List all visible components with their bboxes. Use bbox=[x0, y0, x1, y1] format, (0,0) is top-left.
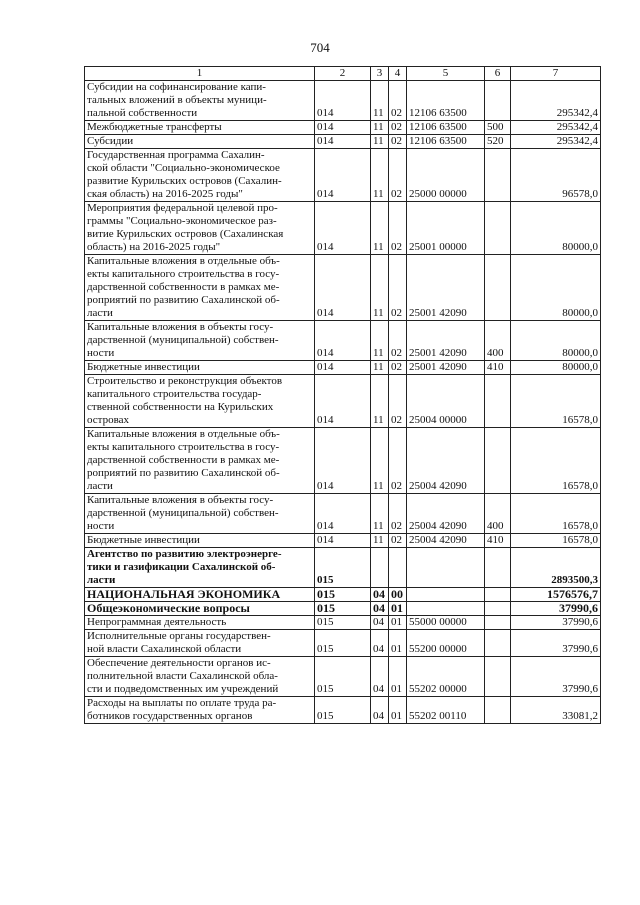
section-code-cell: 11 bbox=[371, 375, 389, 428]
department-code-cell: 014 bbox=[315, 202, 371, 255]
row-name-line: дарственной (муниципальной) собствен- bbox=[87, 507, 279, 519]
expense-type-cell bbox=[485, 375, 511, 428]
row-name-line: ской области "Социально-экономическое bbox=[87, 162, 280, 174]
expense-type-cell bbox=[485, 202, 511, 255]
expense-type-cell bbox=[485, 616, 511, 630]
row-name-line: Общеэкономические вопросы bbox=[87, 601, 250, 615]
row-name-line: Субсидии на софинансирование капи- bbox=[87, 81, 266, 93]
amount-cell: 16578,0 bbox=[511, 375, 601, 428]
row-name-line: Непрограммная деятельность bbox=[87, 616, 227, 628]
section-code-cell: 11 bbox=[371, 149, 389, 202]
row-name-line: тики и газификации Сахалинской об- bbox=[87, 561, 276, 573]
table-row bbox=[85, 135, 601, 149]
row-name-line: ности bbox=[87, 347, 115, 359]
subsection-code-cell: 02 bbox=[389, 255, 407, 321]
target-article-cell bbox=[407, 548, 485, 588]
row-name-cell bbox=[85, 657, 315, 697]
row-name-line: Государственная программа Сахалин- bbox=[87, 149, 265, 161]
department-code-cell: 015 bbox=[315, 616, 371, 630]
row-name-line: Расходы на выплаты по оплате труда ра- bbox=[87, 697, 277, 709]
row-name-cell bbox=[85, 697, 315, 724]
subsection-code-cell: 02 bbox=[389, 121, 407, 135]
department-code-cell: 014 bbox=[315, 121, 371, 135]
subsection-code-cell: 01 bbox=[389, 697, 407, 724]
row-name-line: ной власти Сахалинской области bbox=[87, 643, 242, 655]
row-name-cell bbox=[85, 428, 315, 494]
subsection-code-cell: 02 bbox=[389, 81, 407, 121]
header-cell: 7 bbox=[511, 67, 601, 81]
department-code-cell: 015 bbox=[315, 657, 371, 697]
row-name-cell bbox=[85, 602, 315, 616]
row-name-line: пальной собственности bbox=[87, 107, 198, 119]
row-name-line: ности bbox=[87, 520, 115, 532]
row-name-line: ласти bbox=[87, 480, 113, 492]
expense-type-cell bbox=[485, 81, 511, 121]
target-article-cell: 25001 00000 bbox=[407, 202, 485, 255]
target-article-cell: 55202 00000 bbox=[407, 657, 485, 697]
row-name-cell bbox=[85, 321, 315, 361]
row-name-cell bbox=[85, 149, 315, 202]
section-code-cell: 11 bbox=[371, 321, 389, 361]
department-code-cell: 014 bbox=[315, 135, 371, 149]
row-name-line: екты капитального строительства в госу- bbox=[87, 441, 280, 453]
amount-cell: 295342,4 bbox=[511, 121, 601, 135]
expense-type-cell: 410 bbox=[485, 534, 511, 548]
section-code-cell: 11 bbox=[371, 81, 389, 121]
subsection-code-cell: 02 bbox=[389, 321, 407, 361]
subsection-code-cell bbox=[389, 548, 407, 588]
row-name-line: ская область) на 2016-2025 годы" bbox=[87, 188, 243, 200]
target-article-cell: 25001 42090 bbox=[407, 361, 485, 375]
header-cell: 2 bbox=[315, 67, 371, 81]
row-name-line: дарственной собственности в рамках ме- bbox=[87, 281, 280, 293]
target-article-cell: 55200 00000 bbox=[407, 630, 485, 657]
expense-type-cell bbox=[485, 630, 511, 657]
row-name-line: роприятий по развитию Сахалинской об- bbox=[87, 294, 280, 306]
table-row bbox=[85, 361, 601, 375]
row-name-cell bbox=[85, 630, 315, 657]
section-code-cell: 04 bbox=[371, 697, 389, 724]
target-article-cell bbox=[407, 588, 485, 602]
row-name-line: Капитальные вложения в отдельные объ- bbox=[87, 255, 280, 267]
section-code-cell: 11 bbox=[371, 121, 389, 135]
row-name-line: дарственной (муниципальной) собствен- bbox=[87, 334, 279, 346]
subsection-code-cell: 01 bbox=[389, 602, 407, 616]
amount-cell: 37990,6 bbox=[511, 657, 601, 697]
expense-type-cell bbox=[485, 657, 511, 697]
table-row bbox=[85, 202, 601, 255]
row-name-line: Капитальные вложения в отдельные объ- bbox=[87, 428, 280, 440]
expense-type-cell: 500 bbox=[485, 121, 511, 135]
department-code-cell: 014 bbox=[315, 149, 371, 202]
page-number: 704 bbox=[310, 40, 330, 55]
row-name-cell bbox=[85, 361, 315, 375]
department-code-cell: 014 bbox=[315, 534, 371, 548]
row-name-cell bbox=[85, 121, 315, 135]
department-code-cell: 015 bbox=[315, 630, 371, 657]
row-name-line: капитального строительства государ- bbox=[87, 388, 262, 400]
row-name-line: екты капитального строительства в госу- bbox=[87, 268, 280, 280]
table-row bbox=[85, 697, 601, 724]
row-name-line: ственной собственности на Курильских bbox=[87, 401, 274, 413]
row-name-line: ласти bbox=[87, 307, 113, 319]
section-code-cell bbox=[371, 548, 389, 588]
row-name-cell bbox=[85, 81, 315, 121]
amount-cell: 1576576,7 bbox=[511, 588, 601, 602]
expense-type-cell bbox=[485, 602, 511, 616]
amount-cell: 80000,0 bbox=[511, 255, 601, 321]
department-code-cell: 015 bbox=[315, 697, 371, 724]
table-row bbox=[85, 375, 601, 428]
row-name-line: Обеспечение деятельности органов ис- bbox=[87, 657, 271, 669]
table-row bbox=[85, 428, 601, 494]
department-code-cell: 015 bbox=[315, 588, 371, 602]
table-row bbox=[85, 534, 601, 548]
subsection-code-cell: 02 bbox=[389, 428, 407, 494]
section-code-cell: 11 bbox=[371, 428, 389, 494]
subsection-code-cell: 02 bbox=[389, 534, 407, 548]
subsection-code-cell: 02 bbox=[389, 494, 407, 534]
table-row bbox=[85, 81, 601, 121]
expense-type-cell bbox=[485, 588, 511, 602]
amount-cell: 37990,6 bbox=[511, 630, 601, 657]
subsection-code-cell: 01 bbox=[389, 657, 407, 697]
row-name-line: ласти bbox=[87, 574, 116, 586]
section-code-cell: 04 bbox=[371, 630, 389, 657]
section-code-cell: 11 bbox=[371, 255, 389, 321]
row-name-line: сти и подведомственных им учреждений bbox=[87, 683, 279, 695]
target-article-cell: 55202 00110 bbox=[407, 697, 485, 724]
department-code-cell: 014 bbox=[315, 375, 371, 428]
department-code-cell: 015 bbox=[315, 548, 371, 588]
expense-type-cell bbox=[485, 548, 511, 588]
table-header-row bbox=[85, 67, 601, 81]
department-code-cell: 014 bbox=[315, 321, 371, 361]
amount-cell: 80000,0 bbox=[511, 361, 601, 375]
table-row bbox=[85, 149, 601, 202]
table-row bbox=[85, 121, 601, 135]
table-row bbox=[85, 602, 601, 616]
target-article-cell: 25004 42090 bbox=[407, 534, 485, 548]
row-name-line: тальных вложений в объекты муници- bbox=[87, 94, 267, 106]
row-name-line: Агентство по развитию электроэнерге- bbox=[87, 548, 282, 560]
table-row bbox=[85, 588, 601, 602]
row-name-line: витие Курильских островов (Сахалинская bbox=[87, 228, 284, 240]
department-code-cell: 015 bbox=[315, 602, 371, 616]
row-name-line: Мероприятия федеральной целевой про- bbox=[87, 202, 278, 214]
amount-cell: 2893500,3 bbox=[511, 548, 601, 588]
expense-type-cell: 520 bbox=[485, 135, 511, 149]
section-code-cell: 11 bbox=[371, 534, 389, 548]
section-code-cell: 11 bbox=[371, 494, 389, 534]
table-row bbox=[85, 494, 601, 534]
row-name-cell bbox=[85, 616, 315, 630]
target-article-cell: 25001 42090 bbox=[407, 255, 485, 321]
amount-cell: 80000,0 bbox=[511, 321, 601, 361]
target-article-cell: 25004 42090 bbox=[407, 428, 485, 494]
target-article-cell: 25000 00000 bbox=[407, 149, 485, 202]
row-name-line: граммы "Социально-экономическое раз- bbox=[87, 215, 277, 227]
row-name-line: Исполнительные органы государствен- bbox=[87, 630, 271, 642]
row-name-cell bbox=[85, 588, 315, 602]
expense-type-cell bbox=[485, 428, 511, 494]
amount-cell: 37990,6 bbox=[511, 602, 601, 616]
header-cell: 5 bbox=[407, 67, 485, 81]
row-name-line: полнительной власти Сахалинской обла- bbox=[87, 670, 278, 682]
table-row bbox=[85, 630, 601, 657]
target-article-cell: 12106 63500 bbox=[407, 81, 485, 121]
target-article-cell: 25004 42090 bbox=[407, 494, 485, 534]
row-name-cell bbox=[85, 135, 315, 149]
target-article-cell bbox=[407, 602, 485, 616]
table-row bbox=[85, 548, 601, 588]
expense-type-cell: 410 bbox=[485, 361, 511, 375]
section-code-cell: 11 bbox=[371, 361, 389, 375]
section-code-cell: 04 bbox=[371, 602, 389, 616]
subsection-code-cell: 02 bbox=[389, 361, 407, 375]
section-code-cell: 04 bbox=[371, 657, 389, 697]
amount-cell: 33081,2 bbox=[511, 697, 601, 724]
section-code-cell: 11 bbox=[371, 202, 389, 255]
target-article-cell: 12106 63500 bbox=[407, 121, 485, 135]
expense-type-cell bbox=[485, 255, 511, 321]
target-article-cell: 25004 00000 bbox=[407, 375, 485, 428]
row-name-line: Капитальные вложения в объекты госу- bbox=[87, 321, 274, 333]
expense-type-cell bbox=[485, 149, 511, 202]
row-name-line: НАЦИОНАЛЬНАЯ ЭКОНОМИКА bbox=[87, 587, 281, 601]
row-name-line: ботников государственных органов bbox=[87, 710, 253, 722]
header-cell: 4 bbox=[389, 67, 407, 81]
subsection-code-cell: 02 bbox=[389, 375, 407, 428]
amount-cell: 295342,4 bbox=[511, 135, 601, 149]
table-body bbox=[85, 67, 601, 724]
header-cell: 6 bbox=[485, 67, 511, 81]
row-name-cell bbox=[85, 548, 315, 588]
row-name-cell bbox=[85, 202, 315, 255]
table-row bbox=[85, 255, 601, 321]
subsection-code-cell: 02 bbox=[389, 135, 407, 149]
subsection-code-cell: 01 bbox=[389, 616, 407, 630]
row-name-line: область) на 2016-2025 годы" bbox=[87, 241, 221, 253]
department-code-cell: 014 bbox=[315, 81, 371, 121]
header-cell: 3 bbox=[371, 67, 389, 81]
expense-type-cell: 400 bbox=[485, 494, 511, 534]
amount-cell: 16578,0 bbox=[511, 534, 601, 548]
row-name-cell bbox=[85, 494, 315, 534]
row-name-line: Субсидии bbox=[87, 135, 134, 147]
table-row bbox=[85, 321, 601, 361]
row-name-line: дарственной собственности в рамках ме- bbox=[87, 454, 280, 466]
row-name-cell bbox=[85, 534, 315, 548]
department-code-cell: 014 bbox=[315, 494, 371, 534]
header-cell: 1 bbox=[85, 67, 315, 81]
expense-type-cell bbox=[485, 697, 511, 724]
row-name-line: роприятий по развитию Сахалинской об- bbox=[87, 467, 280, 479]
amount-cell: 16578,0 bbox=[511, 428, 601, 494]
target-article-cell: 25001 42090 bbox=[407, 321, 485, 361]
target-article-cell: 55000 00000 bbox=[407, 616, 485, 630]
amount-cell: 16578,0 bbox=[511, 494, 601, 534]
section-code-cell: 04 bbox=[371, 616, 389, 630]
amount-cell: 80000,0 bbox=[511, 202, 601, 255]
section-code-cell: 11 bbox=[371, 135, 389, 149]
row-name-cell bbox=[85, 375, 315, 428]
table-row bbox=[85, 657, 601, 697]
row-name-line: Бюджетные инвестиции bbox=[87, 534, 200, 546]
target-article-cell: 12106 63500 bbox=[407, 135, 485, 149]
section-code-cell: 04 bbox=[371, 588, 389, 602]
amount-cell: 96578,0 bbox=[511, 149, 601, 202]
department-code-cell: 014 bbox=[315, 428, 371, 494]
table-row bbox=[85, 616, 601, 630]
subsection-code-cell: 01 bbox=[389, 630, 407, 657]
row-name-line: островах bbox=[87, 414, 130, 426]
department-code-cell: 014 bbox=[315, 255, 371, 321]
subsection-code-cell: 02 bbox=[389, 202, 407, 255]
row-name-line: Межбюджетные трансферты bbox=[87, 121, 222, 133]
row-name-line: Капитальные вложения в объекты госу- bbox=[87, 494, 274, 506]
amount-cell: 37990,6 bbox=[511, 616, 601, 630]
budget-table bbox=[84, 66, 601, 724]
row-name-line: развитие Курильских островов (Сахалин- bbox=[87, 175, 282, 187]
row-name-cell bbox=[85, 255, 315, 321]
row-name-line: Бюджетные инвестиции bbox=[87, 361, 200, 373]
expense-type-cell: 400 bbox=[485, 321, 511, 361]
subsection-code-cell: 02 bbox=[389, 149, 407, 202]
subsection-code-cell: 00 bbox=[389, 588, 407, 602]
row-name-line: Строительство и реконструкция объектов bbox=[87, 375, 283, 387]
department-code-cell: 014 bbox=[315, 361, 371, 375]
amount-cell: 295342,4 bbox=[511, 81, 601, 121]
